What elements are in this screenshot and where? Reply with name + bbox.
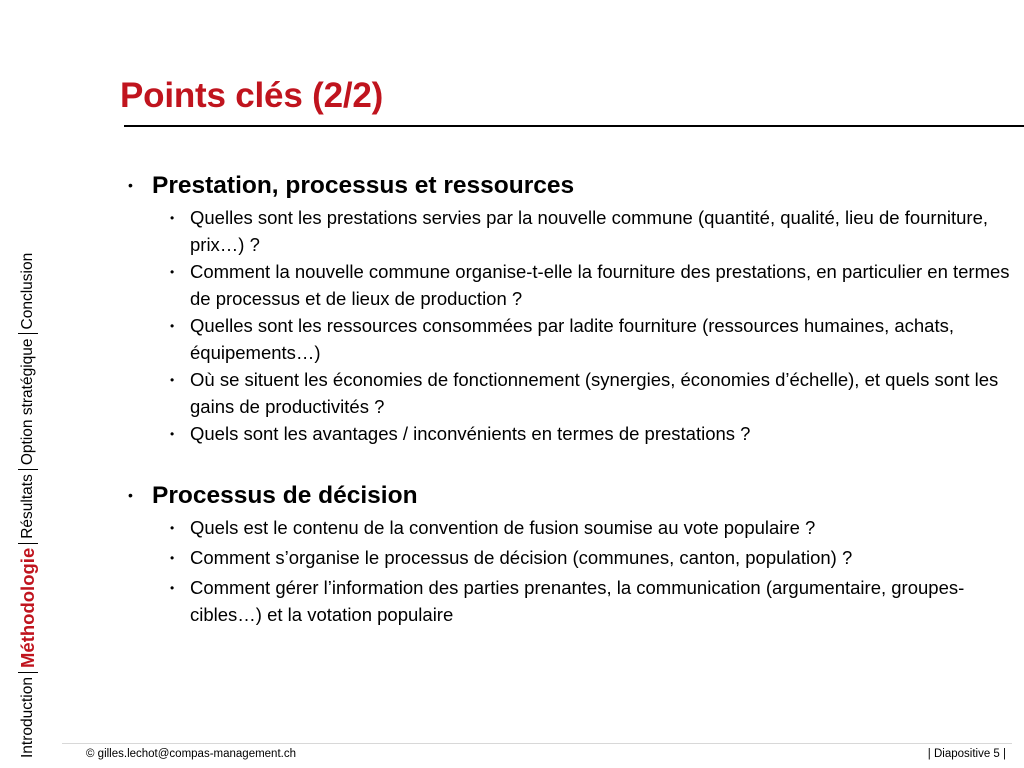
list-item-text: Comment la nouvelle commune organise-t-elle la fourniture des prestations, en particulier en termes de processus et de lieux de production ? xyxy=(190,261,1010,309)
bullet-icon: • xyxy=(170,427,175,441)
side-navigation xyxy=(14,88,42,758)
list-item xyxy=(170,420,1018,450)
list-item-text: Où se situent les économies de fonctionnement (synergies, économies d’échelle), et quels sont les gains de productivités ? xyxy=(190,369,999,417)
list-item-text: Comment gérer l’information des parties prenantes, la communication (argumentaire, groupes-cibles…) et la votation populaire xyxy=(190,577,965,625)
list-item xyxy=(170,366,1018,420)
bullet-icon: • xyxy=(170,581,175,595)
list-item xyxy=(170,258,1018,312)
nav-separator xyxy=(18,672,38,673)
section-decision xyxy=(128,480,1018,628)
slide-title: Points clés (2/2) xyxy=(120,76,384,115)
bullet-list xyxy=(128,514,1018,628)
section-heading-text: Processus de décision xyxy=(152,482,418,509)
list-item-text: Quelles sont les ressources consommées par ladite fourniture (ressources humaines, achats, équipements…) xyxy=(190,315,954,363)
section-heading xyxy=(128,480,1018,514)
bullet-icon: • xyxy=(170,551,175,565)
bullet-icon: • xyxy=(170,265,175,279)
bullet-icon: • xyxy=(170,211,175,225)
bullet-icon: • xyxy=(170,319,175,333)
list-item xyxy=(170,312,1018,366)
section-heading-text: Prestation, processus et ressources xyxy=(152,172,575,199)
list-item-text: Quels sont les avantages / inconvénients en termes de prestations ? xyxy=(190,423,751,444)
list-item-text: Quelles sont les prestations servies par la nouvelle commune (quantité, qualité, lieu de fourniture, prix…) ? xyxy=(190,207,988,255)
nav-separator xyxy=(18,543,38,544)
nav-item-conclusion: Conclusion xyxy=(19,252,36,330)
bullet-list xyxy=(128,204,1018,450)
list-item xyxy=(170,514,1018,544)
nav-separator xyxy=(18,469,38,470)
list-item-text: Comment s’organise le processus de décision (communes, canton, population) ? xyxy=(190,547,853,568)
bullet-icon: • xyxy=(170,521,175,535)
section-heading xyxy=(128,170,1018,204)
footer-divider xyxy=(62,743,1012,744)
slide-content xyxy=(128,170,1018,658)
title-underline xyxy=(124,125,1024,127)
list-item-text: Quels est le contenu de la convention de fusion soumise au vote populaire ? xyxy=(190,517,816,538)
bullet-icon: • xyxy=(170,373,175,387)
footer-slide-number: | Diapositive 5 | xyxy=(927,748,1006,760)
list-item xyxy=(170,544,1018,574)
bullet-icon: • xyxy=(128,487,133,503)
nav-item-introduction: Introduction xyxy=(19,677,36,758)
nav-item-option-strategique: Option stratégique xyxy=(19,338,36,466)
nav-item-methodologie: Méthodologie xyxy=(17,547,38,668)
section-prestation xyxy=(128,170,1018,450)
list-item xyxy=(170,574,1018,628)
bullet-icon: • xyxy=(128,177,133,193)
nav-separator xyxy=(18,333,38,334)
list-item xyxy=(170,204,1018,258)
footer-copyright: © gilles.lechot@compas-management.ch xyxy=(86,748,296,760)
nav-item-resultats: Résultats xyxy=(19,474,36,539)
